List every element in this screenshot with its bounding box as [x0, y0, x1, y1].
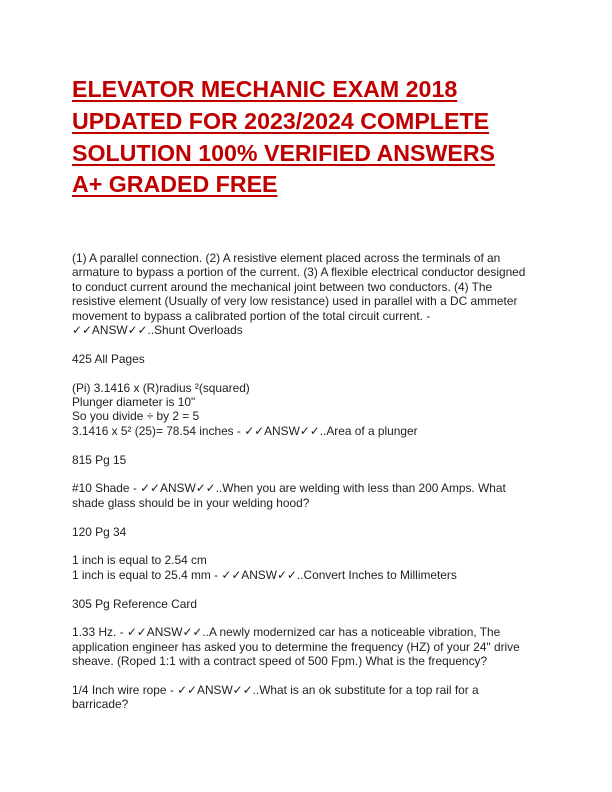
qa-paragraph: [72, 381, 542, 439]
paragraph-line: 120 Pg 34: [72, 524, 127, 539]
paragraph-line: 305 Pg Reference Card: [72, 596, 197, 611]
title-line: A+ GRADED FREE: [72, 171, 278, 198]
paragraph-line: movement to bypass a calibrated portion of the total circuit current. -: [72, 308, 431, 323]
title-line: ELEVATOR MECHANIC EXAM 2018: [72, 76, 458, 102]
title-line: UPDATED FOR 2023/2024 COMPLETE: [72, 107, 490, 134]
paragraph-line: to conduct current around the mechanical joint between two conductors. (4) The: [72, 279, 493, 294]
qa-paragraph: [72, 683, 542, 712]
paragraph-line: 1.33 Hz. - ✓✓ANSW✓✓..A newly modernized car has a noticeable vibration, The: [72, 625, 501, 640]
paragraph-line: sheave. (Roped 1:1 with a contract speed of 500 Fpm.) What is the frequency?: [72, 654, 488, 669]
qa-paragraph: [72, 625, 542, 668]
qa-paragraph: [72, 481, 542, 510]
paragraph-line: 1 inch is equal to 2.54 cm: [72, 553, 207, 568]
qa-paragraph: [72, 352, 542, 366]
qa-paragraph: [72, 597, 542, 611]
title-line: SOLUTION 100% VERIFIED ANSWERS: [72, 139, 496, 166]
paragraph-line: 1 inch is equal to 25.4 mm - ✓✓ANSW✓✓..Convert Inches to Millimeters: [72, 567, 457, 582]
paragraph-line: ✓✓ANSW✓✓..Shunt Overloads: [72, 323, 243, 338]
paragraph-line: shade glass should be in your welding hood?: [72, 495, 310, 510]
paragraph-line: 815 Pg 15: [72, 452, 127, 467]
paragraph-line: resistive element (Usually of very low resistance) used in parallel with a DC ammeter: [72, 294, 518, 309]
qa-paragraph: [72, 453, 542, 467]
paragraph-line: #10 Shade - ✓✓ANSW✓✓..When you are welding with less than 200 Amps. What: [72, 481, 506, 496]
paragraph-line: 425 All Pages: [72, 351, 145, 366]
paragraph-line: barricade?: [72, 697, 129, 712]
qa-paragraph: [72, 553, 542, 582]
paragraph-line: (Pi) 3.1416 x (R)radius ²(squared): [72, 380, 250, 395]
qa-paragraph: [72, 251, 542, 337]
paragraph-line: Plunger diameter is 10": [72, 395, 196, 410]
paragraph-line: armature to bypass a portion of the current. (3) A flexible electrical conductor designed: [72, 265, 526, 280]
paragraph-line: 3.1416 x 5² (25)= 78.54 inches - ✓✓ANSW✓✓..Area of a plunger: [72, 423, 418, 438]
paragraph-line: 1/4 Inch wire rope - ✓✓ANSW✓✓..What is an ok substitute for a top rail for a: [72, 683, 479, 698]
qa-paragraph: [72, 525, 542, 539]
paragraph-line: So you divide ÷ by 2 = 5: [72, 409, 200, 424]
document-title: [72, 74, 542, 201]
paragraph-line: application engineer has asked you to determine the frequency (HZ) of your 24" drive: [72, 639, 520, 654]
document-body: [72, 251, 542, 726]
paragraph-line: (1) A parallel connection. (2) A resistive element placed across the terminals of an: [72, 251, 501, 265]
